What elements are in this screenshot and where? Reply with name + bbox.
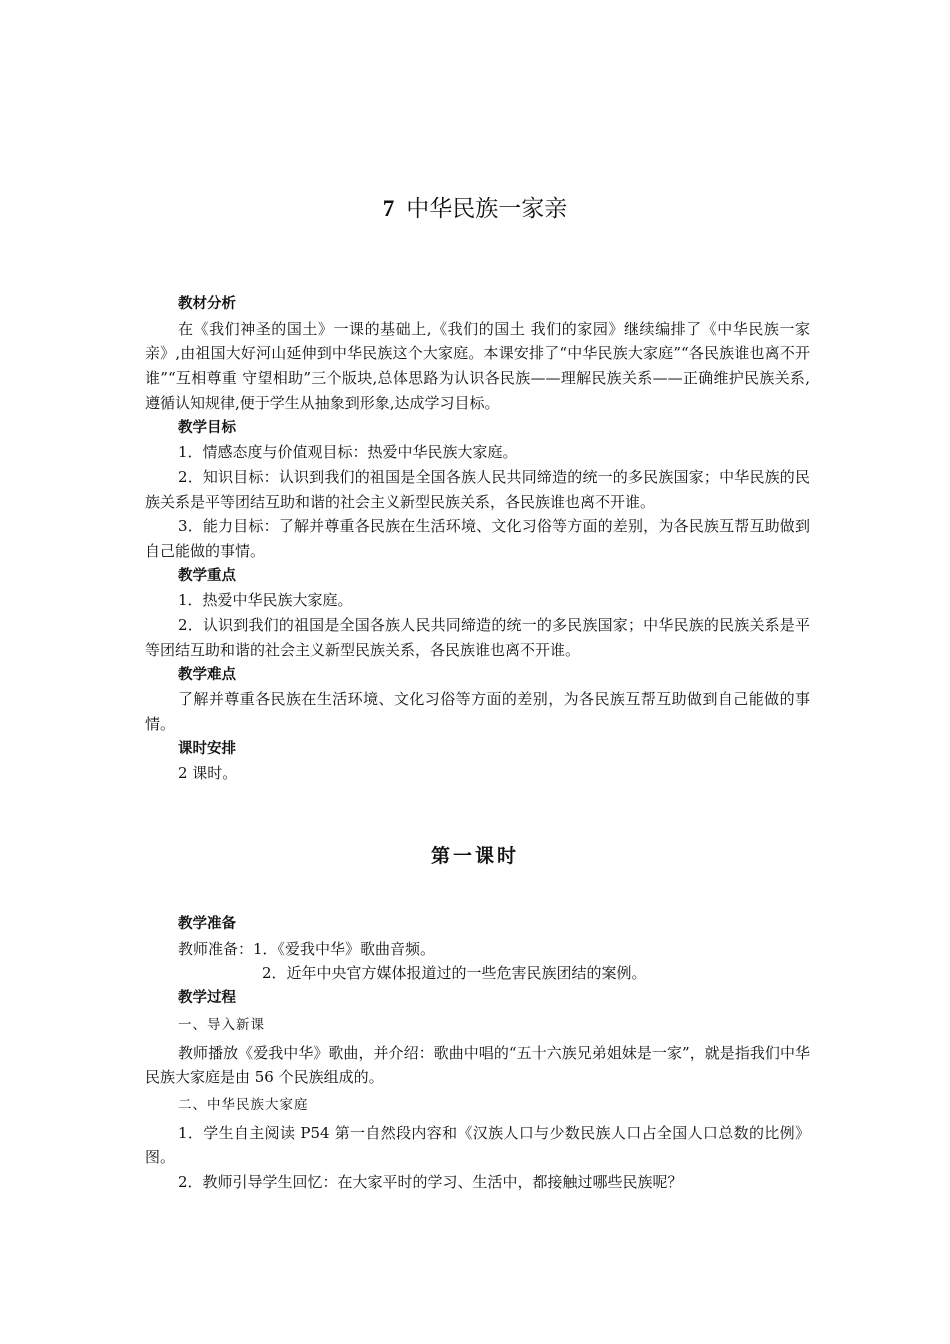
subheading-ethnic-family: 二、中华民族大家庭 xyxy=(178,1096,309,1113)
goal-item-1: 1．情感态度与价值观目标：热爱中华民族大家庭。 xyxy=(178,443,518,462)
paragraph-class-schedule: 2 课时。 xyxy=(178,764,238,783)
goal-item-2: 2．知识目标：认识到我们的祖国是全国各族人民共同缔造的统一的多民族国家；中华民族的民族关系是平等团结互助和谐的社会主义新型民族关系，各民族谁也离不开谁。 xyxy=(145,467,810,511)
key-point-2: 2．认识到我们的祖国是全国各族人民共同缔造的统一的多民族国家；中华民族的民族关系是平等团结互助和谐的社会主义新型民族关系，各民族谁也离不开谁。 xyxy=(145,616,810,659)
process-step-2: 2．教师引导学生回忆：在大家平时的学习、生活中，都接触过哪些民族呢？ xyxy=(178,1173,683,1192)
chapter-title-text: 中华民族一家亲 xyxy=(406,196,568,222)
paragraph-textbook-analysis: 在《我们神圣的国土》一课的基础上,《我们的国土 我们的家园》继续编排了《中华民族一家亲》,由祖国大好河山延伸到中华民族这个大家庭。本课安排了“中华民族大家庭”“各民族谁也离不开谁”“互相尊重 守望相助”三个版块,总体思路为认识各民族——理解民族关系——正确维护民族关系,遵循认知规律,便于学生从抽象到形象,达成学习目标。 xyxy=(145,319,810,412)
prep-item-1: 教师准备：1．《爱我中华》歌曲音频。 xyxy=(178,939,436,958)
process-step-1: 1．学生自主阅读 P54 第一自然段内容和《汉族人口与少数民族人口占全国人口总数的比例》图。 xyxy=(145,1123,810,1167)
section-lesson-overview xyxy=(145,292,810,786)
key-point-1: 1．热爱中华民族大家庭。 xyxy=(178,591,353,610)
paragraph-introduction: 教师播放《爱我中华》歌曲，并介绍：歌曲中唱的“五十六族兄弟姐妹是一家”，就是指我们中华民族大家庭是由 56 个民族组成的。 xyxy=(145,1043,810,1087)
heading-teaching-difficulty: 教学难点 xyxy=(178,666,236,683)
section-first-lesson xyxy=(145,912,810,1195)
heading-teaching-goals: 教学目标 xyxy=(178,419,236,436)
goal-item-3: 3．能力目标：了解并尊重各民族在生活环境、文化习俗等方面的差别，为各民族互帮互助做到自己能做的事情。 xyxy=(145,517,810,561)
lesson-title: 第一课时 xyxy=(430,845,519,867)
paragraph-teaching-difficulty: 了解并尊重各民族在生活环境、文化习俗等方面的差别，为各民族互帮互助做到自己能做的事情。 xyxy=(145,690,810,733)
chapter-title xyxy=(0,194,950,224)
chapter-number: 7 xyxy=(382,196,395,221)
heading-teaching-prep: 教学准备 xyxy=(178,916,236,932)
subheading-introduction: 一、导入新课 xyxy=(178,1016,265,1033)
heading-teaching-key-points: 教学重点 xyxy=(178,567,236,584)
prep-item-2: 2．近年中央官方媒体报道过的一些危害民族团结的案例。 xyxy=(262,964,647,983)
heading-class-schedule: 课时安排 xyxy=(178,740,236,757)
heading-textbook-analysis: 教材分析 xyxy=(178,296,236,312)
heading-teaching-process: 教学过程 xyxy=(178,990,236,1007)
